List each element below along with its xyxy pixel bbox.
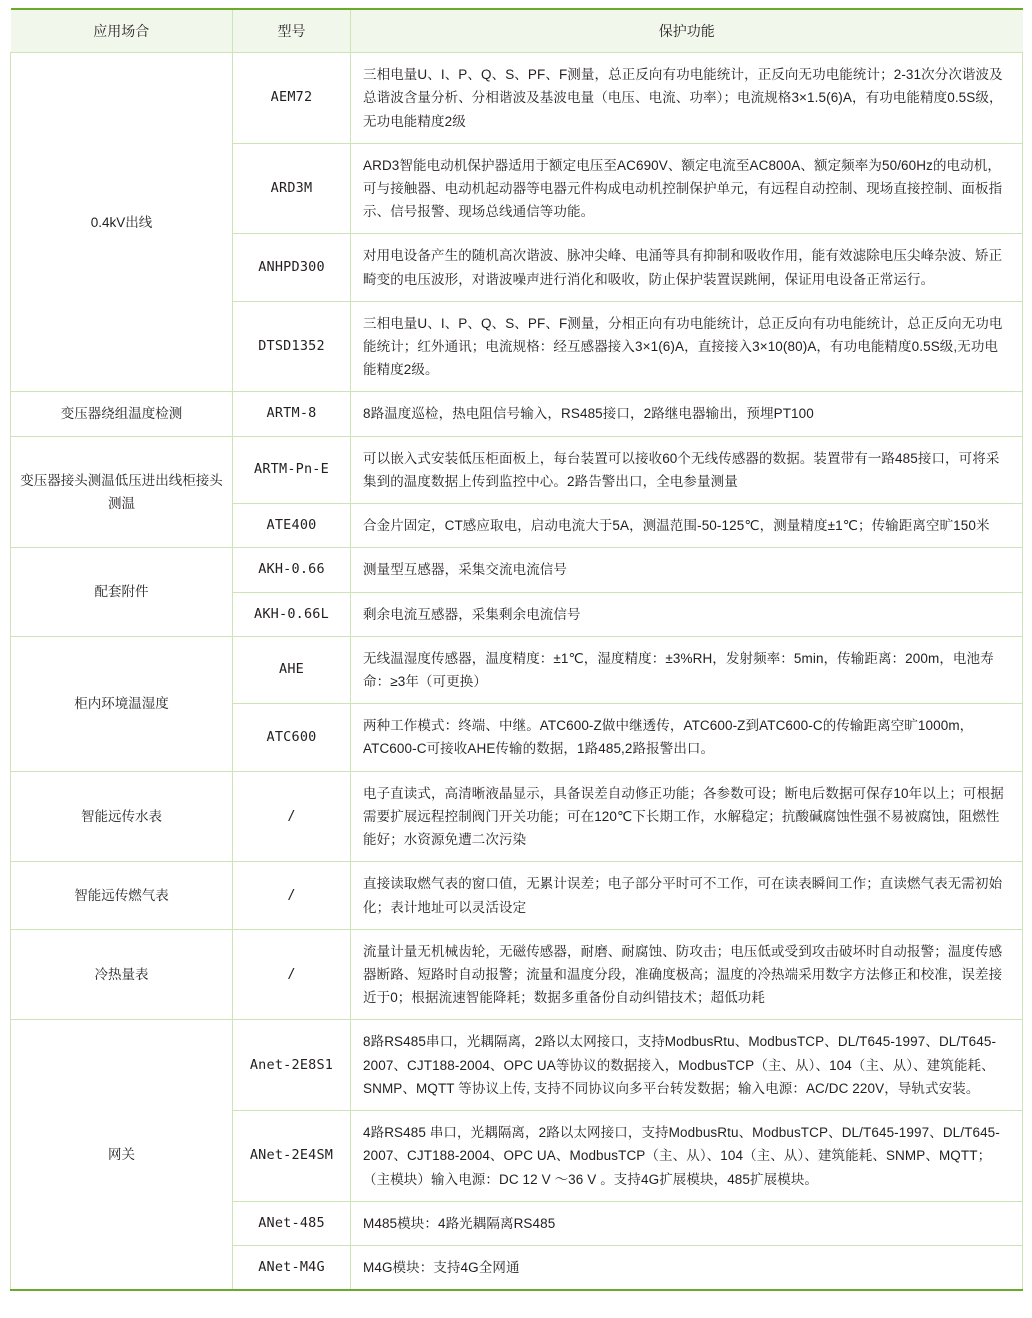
function-cell: 两种工作模式：终端、中继。ATC600-Z做中继透传，ATC600-Z到ATC600-C的传输距离空旷1000m，ATC600-C可接收AHE传输的数据，1路485,2路报警出口。: [351, 704, 1023, 771]
model-cell: /: [233, 862, 351, 929]
function-cell: 三相电量U、I、P、Q、S、PF、F测量，总正反向有功电能统计，正反向无功电能统计；2-31次分次谐波及总谐波含量分析、分相谐波及基波电量（电压、电流、功率）；电流规格3×1.5(6)A，有功电能精度0.5S级，无功电能精度2级: [351, 53, 1023, 144]
column-header-model: 型号: [233, 9, 351, 53]
table-body: [11, 53, 1023, 1291]
application-cell: 0.4kV出线: [11, 53, 233, 392]
function-cell: 流量计量无机械齿轮，无磁传感器，耐磨、耐腐蚀、防攻击；电压低或受到攻击破坏时自动报警；温度传感器断路、短路时自动报警；流量和温度分段，准确度极高；温度的冷热端采用数字方法修正和校准，误差接近于0；根据流速智能降耗；数据多重备份自动纠错技术；超低功耗: [351, 929, 1023, 1020]
function-cell: 无线温湿度传感器，温度精度：±1℃，湿度精度：±3%RH，发射频率：5min，传输距离：200m，电池寿命：≥3年（可更换）: [351, 636, 1023, 703]
application-cell: 冷热量表: [11, 929, 233, 1020]
application-cell: 变压器接头测温低压进出线柜接头测温: [11, 436, 233, 548]
model-cell: AEM72: [233, 53, 351, 144]
model-cell: ANet-485: [233, 1201, 351, 1245]
model-cell: ANet-2E4SM: [233, 1111, 351, 1202]
table-row: [11, 53, 1023, 144]
function-cell: 8路温度巡检，热电阻信号输入，RS485接口，2路继电器输出，预埋PT100: [351, 392, 1023, 436]
table-header: [11, 9, 1023, 53]
model-cell: AHE: [233, 636, 351, 703]
model-cell: AKH-0.66: [233, 548, 351, 592]
column-header-application: 应用场合: [11, 9, 233, 53]
function-cell: 4路RS485 串口，光耦隔离，2路以太网接口，支持ModbusRtu、ModbusTCP、DL/T645-1997、DL/T645-2007、CJT188-2004、OPC UA、ModbusTCP（主、从）、104（主、从）、建筑能耗、SNMP、MQTT；（主模块）输入电源：DC 12 V ～36 V 。支持4G扩展模块，485扩展模块。: [351, 1111, 1023, 1202]
model-cell: ARTM-8: [233, 392, 351, 436]
application-cell: 柜内环境温湿度: [11, 636, 233, 771]
model-cell: ATC600: [233, 704, 351, 771]
function-cell: 对用电设备产生的随机高次谐波、脉冲尖峰、电涌等具有抑制和吸收作用，能有效滤除电压尖峰杂波、矫正畸变的电压波形，对谐波噪声进行消化和吸收，防止保护装置误跳闸，保证用电设备正常运行。: [351, 234, 1023, 301]
table-row: [11, 436, 1023, 503]
application-cell: 智能远传燃气表: [11, 862, 233, 929]
table-row: [11, 636, 1023, 703]
table-row: [11, 1020, 1023, 1111]
model-cell: DTSD1352: [233, 301, 351, 392]
model-cell: ANet-M4G: [233, 1245, 351, 1290]
model-cell: ARD3M: [233, 143, 351, 234]
header-row: [11, 9, 1023, 53]
specification-table: [10, 8, 1023, 1291]
function-cell: M485模块：4路光耦隔离RS485: [351, 1201, 1023, 1245]
function-cell: M4G模块：支持4G全网通: [351, 1245, 1023, 1290]
application-cell: 变压器绕组温度检测: [11, 392, 233, 436]
table-row: [11, 392, 1023, 436]
application-cell: 智能远传水表: [11, 771, 233, 862]
model-cell: AKH-0.66L: [233, 592, 351, 636]
function-cell: 测量型互感器，采集交流电流信号: [351, 548, 1023, 592]
column-header-function: 保护功能: [351, 9, 1023, 53]
table-row: [11, 929, 1023, 1020]
model-cell: /: [233, 771, 351, 862]
table-row: [11, 548, 1023, 592]
function-cell: 可以嵌入式安装低压柜面板上，每台装置可以接收60个无线传感器的数据。装置带有一路485接口，可将采集到的温度数据上传到监控中心。2路告警出口，全电参量测量: [351, 436, 1023, 503]
model-cell: ANHPD300: [233, 234, 351, 301]
model-cell: /: [233, 929, 351, 1020]
model-cell: Anet-2E8S1: [233, 1020, 351, 1111]
model-cell: ARTM-Pn-E: [233, 436, 351, 503]
function-cell: 三相电量U、I、P、Q、S、PF、F测量，分相正向有功电能统计，总正反向有功电能统计，总正反向无功电能统计；红外通讯；电流规格：经互感器接入3×1(6)A，直接接入3×10(80)A，有功电能精度0.5S级,无功电能精度2级。: [351, 301, 1023, 392]
model-cell: ATE400: [233, 504, 351, 548]
application-cell: 网关: [11, 1020, 233, 1290]
table-row: [11, 862, 1023, 929]
function-cell: 8路RS485串口，光耦隔离，2路以太网接口，支持ModbusRtu、ModbusTCP、DL/T645-1997、DL/T645-2007、CJT188-2004、OPC UA等协议的数据接入，ModbusTCP（主、从）、104（主、从）、建筑能耗、SNMP、MQTT 等协议上传, 支持不同协议向多平台转发数据；输入电源：AC/DC 220V，导轨式安装。: [351, 1020, 1023, 1111]
function-cell: 合金片固定，CT感应取电，启动电流大于5A，测温范围-50-125℃，测量精度±1℃；传输距离空旷150米: [351, 504, 1023, 548]
function-cell: 电子直读式，高清晰液晶显示，具备误差自动修正功能；各参数可设；断电后数据可保存10年以上；可根据需要扩展远程控制阀门开关功能；可在120℃下长期工作，水解稳定；抗酸碱腐蚀性强不易被腐蚀，阻燃性能好；水资源免遭二次污染: [351, 771, 1023, 862]
function-cell: 剩余电流互感器，采集剩余电流信号: [351, 592, 1023, 636]
table-row: [11, 771, 1023, 862]
function-cell: ARD3智能电动机保护器适用于额定电压至AC690V、额定电流至AC800A、额定频率为50/60Hz的电动机，可与接触器、电动机起动器等电器元件构成电动机控制保护单元，有远程自动控制、现场直接控制、面板指示、信号报警、现场总线通信等功能。: [351, 143, 1023, 234]
function-cell: 直接读取燃气表的窗口值，无累计误差；电子部分平时可不工作，可在读表瞬间工作；直读燃气表无需初始化；表计地址可以灵活设定: [351, 862, 1023, 929]
application-cell: 配套附件: [11, 548, 233, 636]
